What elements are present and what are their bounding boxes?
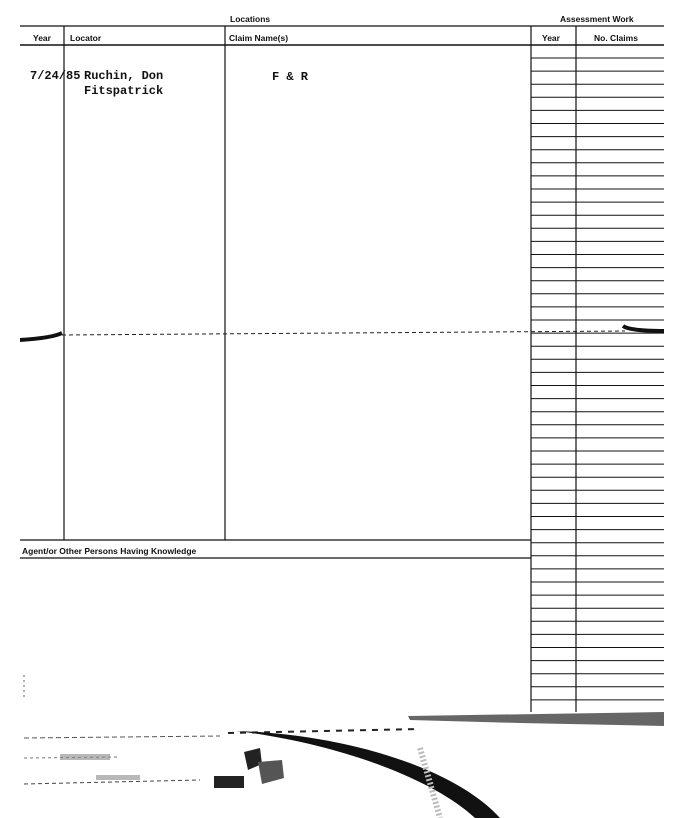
entry-locator-line1: Ruchin, Don (84, 69, 164, 83)
entry-locator-line2: Fitspatrick (84, 84, 164, 98)
col-locator-header: Locator (70, 33, 102, 43)
entry-claim-name: F & R (272, 70, 309, 84)
col-aw-year-header: Year (542, 33, 560, 43)
col-year-header: Year (33, 33, 51, 43)
col-no-claims-header: No. Claims (594, 33, 638, 43)
col-claim-names-header: Claim Name(s) (229, 33, 289, 43)
locations-title: Locations (230, 14, 271, 24)
agent-section-header: Agent/or Other Persons Having Knowledge (22, 546, 197, 556)
entry-year: 7/24/85 (30, 69, 81, 83)
assessment-work-title: Assessment Work (560, 14, 634, 24)
